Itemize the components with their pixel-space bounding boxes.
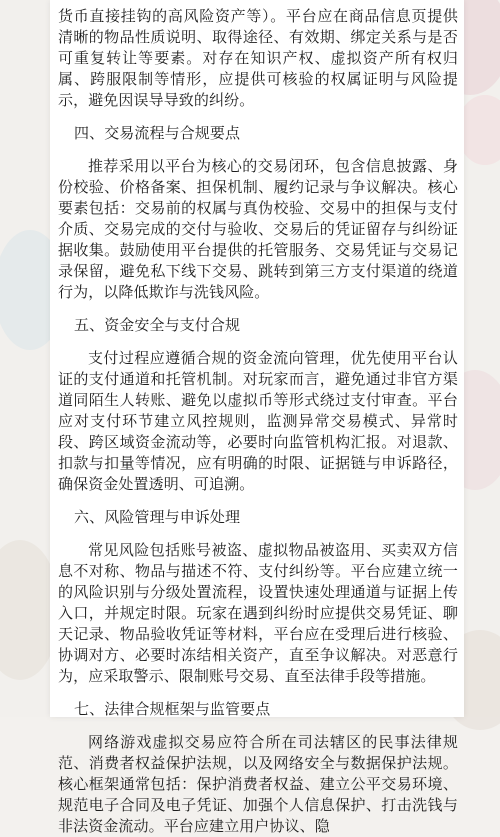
document-content: [58, 6, 458, 837]
paragraph-continuation: 货币直接挂钩的高风险资产等）。平台应在商品信息页提供清晰的物品性质说明、取得途径、有效期、绑定关系与是否可重复转让等要素。对存在知识产权、虚拟资产所有权归属、跨服限制等情形，应提供可核验的权属证明与风险提示，避免因误导导致的纠纷。: [58, 7, 458, 109]
section-4-body: 推荐采用以平台为核心的交易闭环，包含信息披露、身份校验、价格备案、担保机制、履约记录与争议解决。核心要素包括：交易前的权属与真伪校验、交易中的担保与支付介质、交易完成的交付与验收、交易后的凭证留存与纠纷证据收集。鼓励使用平台提供的托管服务、交易凭证与交易记录保留，避免私下线下交易、跳转到第三方支付渠道的绕道行为，以降低欺诈与洗钱风险。: [58, 157, 458, 301]
section-6-body: 常见风险包括账号被盗、虚拟物品被盗用、买卖双方信息不对称、物品与描述不符、支付纠纷等。平台应建立统一的风险识别与分级处置流程，设置快速处理通道与证据上传入口，并规定时限。玩家在遇到纠纷时应提供交易凭证、聊天记录、物品验收凭证等材料，平台应在受理后进行核验、协调对方、必要时冻结相关资产，直至争议解决。对恶意行为，应采取警示、限制账号交易、直至法律手段等措施。: [58, 541, 458, 685]
section-5-body: 支付过程应遵循合规的资金流向管理，优先使用平台认证的支付通道和托管机制。对玩家而言，避免通过非官方渠道同陌生人转账、避免以虚拟币等形式绕过支付审查。平台应对支付环节建立风控规则，监测异常交易模式、异常时段、跨区域资金流动等，必要时向监管机构汇报。对退款、扣款与扣量等情况，应有明确的时限、证据链与申诉路径，确保资金处置透明、可追溯。: [58, 349, 458, 493]
section-heading-7: 七、法律合规框架与监管要点: [74, 700, 271, 718]
section-7-body: 网络游戏虚拟交易应符合所在司法辖区的民事法律规范、消费者权益保护法规，以及网络安全与数据保护法规。核心框架通常包括：保护消费者权益、建立公平交易环境、规范电子合同及电子凭证、加强个人信息保护、打击洗钱与非法资金流动。平台应建立用户协议、隐: [58, 733, 458, 835]
section-heading-4: 四、交易流程与合规要点: [74, 124, 241, 142]
document-page: [50, 0, 464, 835]
section-heading-5: 五、资金安全与支付合规: [74, 316, 241, 334]
section-heading-6: 六、风险管理与申诉处理: [74, 508, 241, 526]
